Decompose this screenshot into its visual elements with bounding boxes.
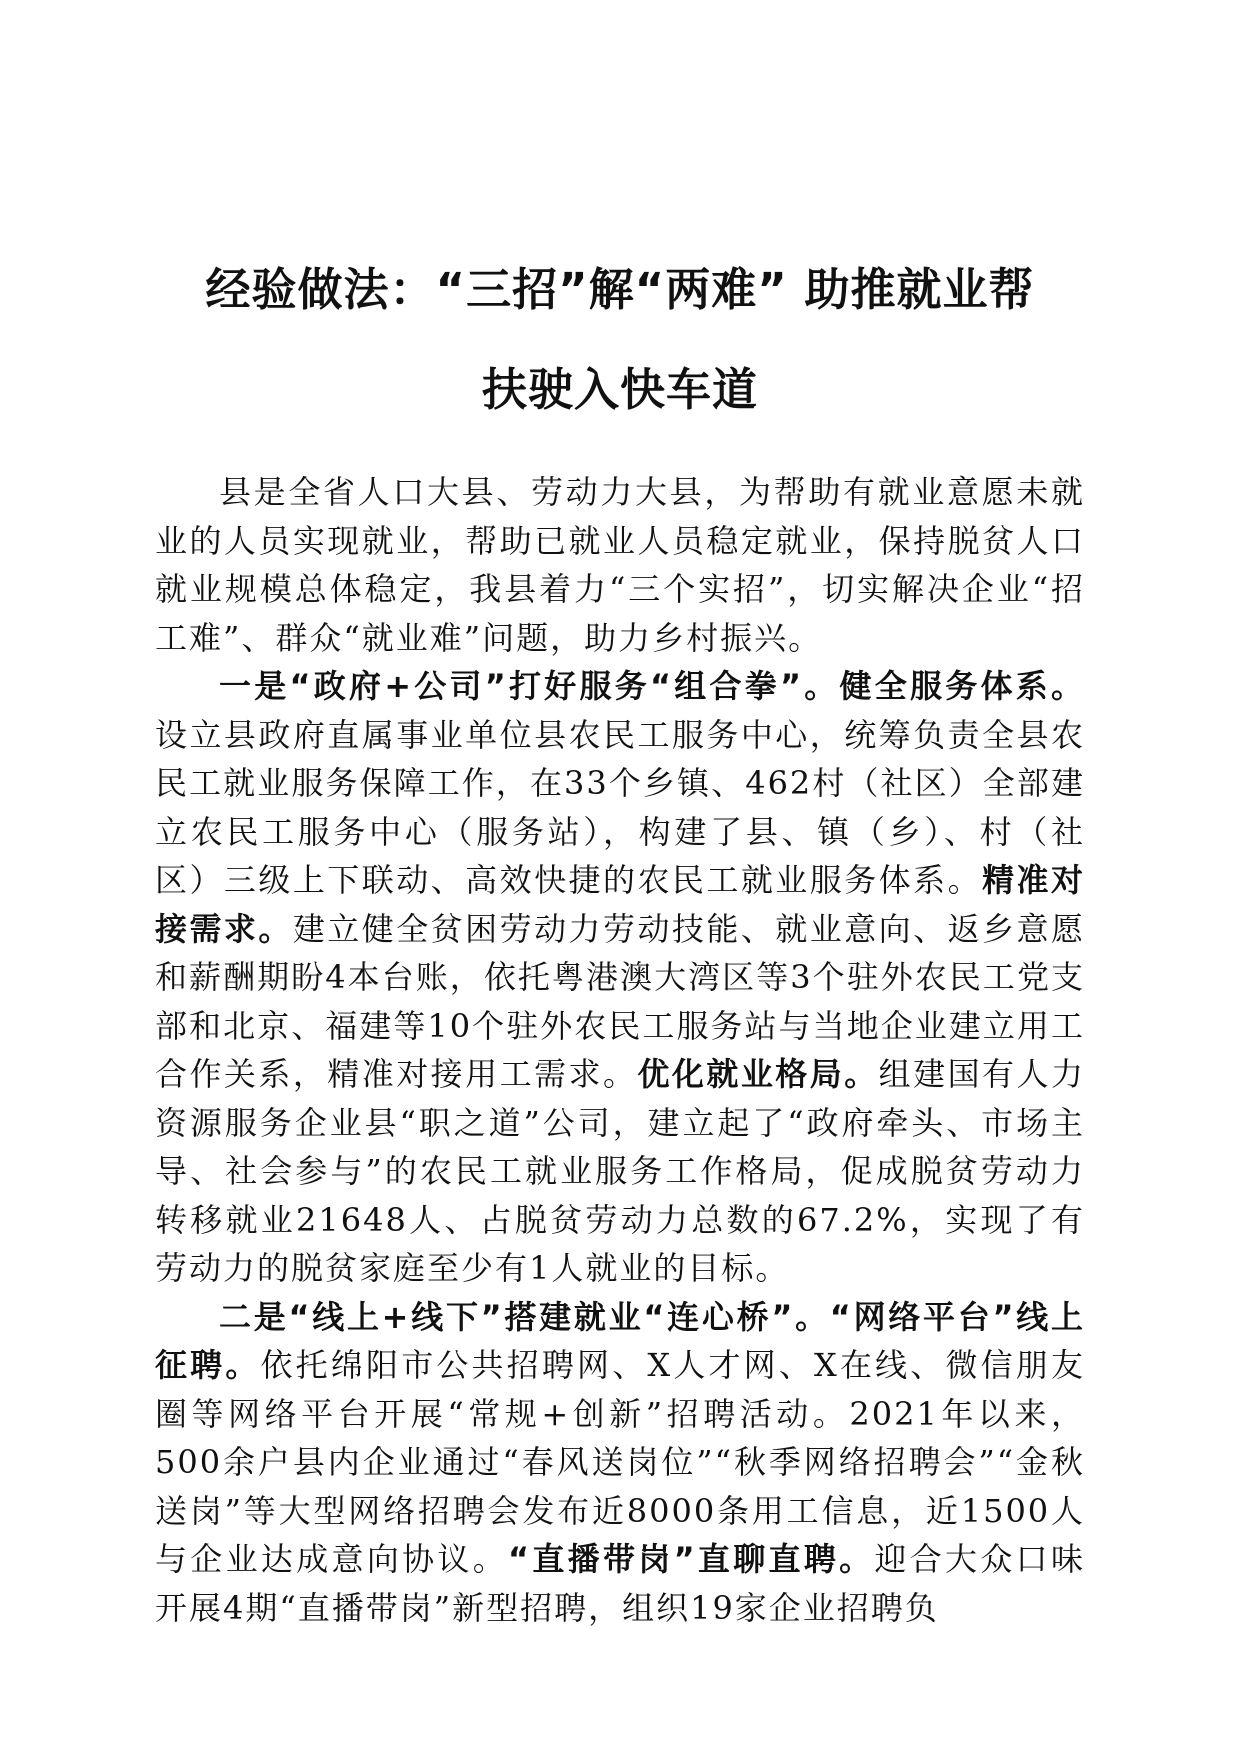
title-line-2: 扶驶入快车道 bbox=[481, 363, 758, 416]
document-title bbox=[150, 240, 1090, 440]
measure-1-text-a: 设立县政府直属事业单位县农民工服务中心，统筹负责全县农民工就业服务保障工作，在33个乡镇、462村（社区）全部建立农民工服务中心（服务站），构建了县、镇（乡）、村（社区）三级上下联动、高效快捷的农民工就业服务体系。 bbox=[155, 715, 1085, 899]
measure-1-text-c: 组建国有人力资源服务企业县“职之道”公司，建立起了“政府牵头、市场主导、社会参与”的农民工就业服务工作格局，促成脱贫劳动力转移就业21648人、占脱贫劳动力总数的67.2%，实现了有劳动力的脱贫家庭至少有1人就业的目标。 bbox=[155, 1055, 1085, 1287]
measure-1-subheading-c: 优化就业格局。 bbox=[637, 1055, 879, 1093]
paragraph-measure-1 bbox=[155, 662, 1085, 1293]
measure-2-heading: 二是“线上+线下”搭建就业“连心桥”。“网络平台”线上征聘。 bbox=[155, 1297, 1085, 1384]
measure-1-subheading-b: 精准对接需求。 bbox=[155, 861, 1085, 948]
paragraph-measure-2 bbox=[155, 1293, 1085, 1633]
title-line-1: 经验做法：“三招”解“两难” 助推就业帮 bbox=[205, 263, 1035, 316]
paragraph-intro bbox=[155, 468, 1085, 662]
measure-2-text-b: 迎合大众口味开展4期“直播带岗”新型招聘，组织19家企业招聘负 bbox=[155, 1540, 1085, 1627]
measure-2-subheading-b: “直播带岗”直聊直聘。 bbox=[508, 1540, 875, 1578]
intro-text: 县是全省人口大县、劳动力大县，为帮助有就业意愿未就业的人员实现就业，帮助已就业人员稳定就业，保持脱贫人口就业规模总体稳定，我县着力“三个实招”，切实解决企业“招工难”、群众“就业难”问题，助力乡村振兴。 bbox=[155, 473, 1085, 657]
document-body bbox=[155, 468, 1085, 1632]
measure-1-text-b: 建立健全贫困劳动力劳动技能、就业意向、返乡意愿和薪酬期盼4本台账，依托粤港澳大湾区等3个驻外农民工党支部和北京、福建等10个驻外农民工服务站与当地企业建立用工合作关系，精准对接用工需求。 bbox=[155, 909, 1085, 1093]
measure-2-text-a: 依托绵阳市公共招聘网、X人才网、X在线、微信朋友圈等网络平台开展“常规+创新”招聘活动。2021年以来，500余户县内企业通过“春风送岗位”“秋季网络招聘会”“金秋送岗”等大型网络招聘会发布近8000条用工信息，近1500人与企业达成意向协议。 bbox=[155, 1346, 1085, 1578]
measure-1-heading: 一是“政府+公司”打好服务“组合拳”。健全服务体系。 bbox=[219, 667, 1085, 705]
